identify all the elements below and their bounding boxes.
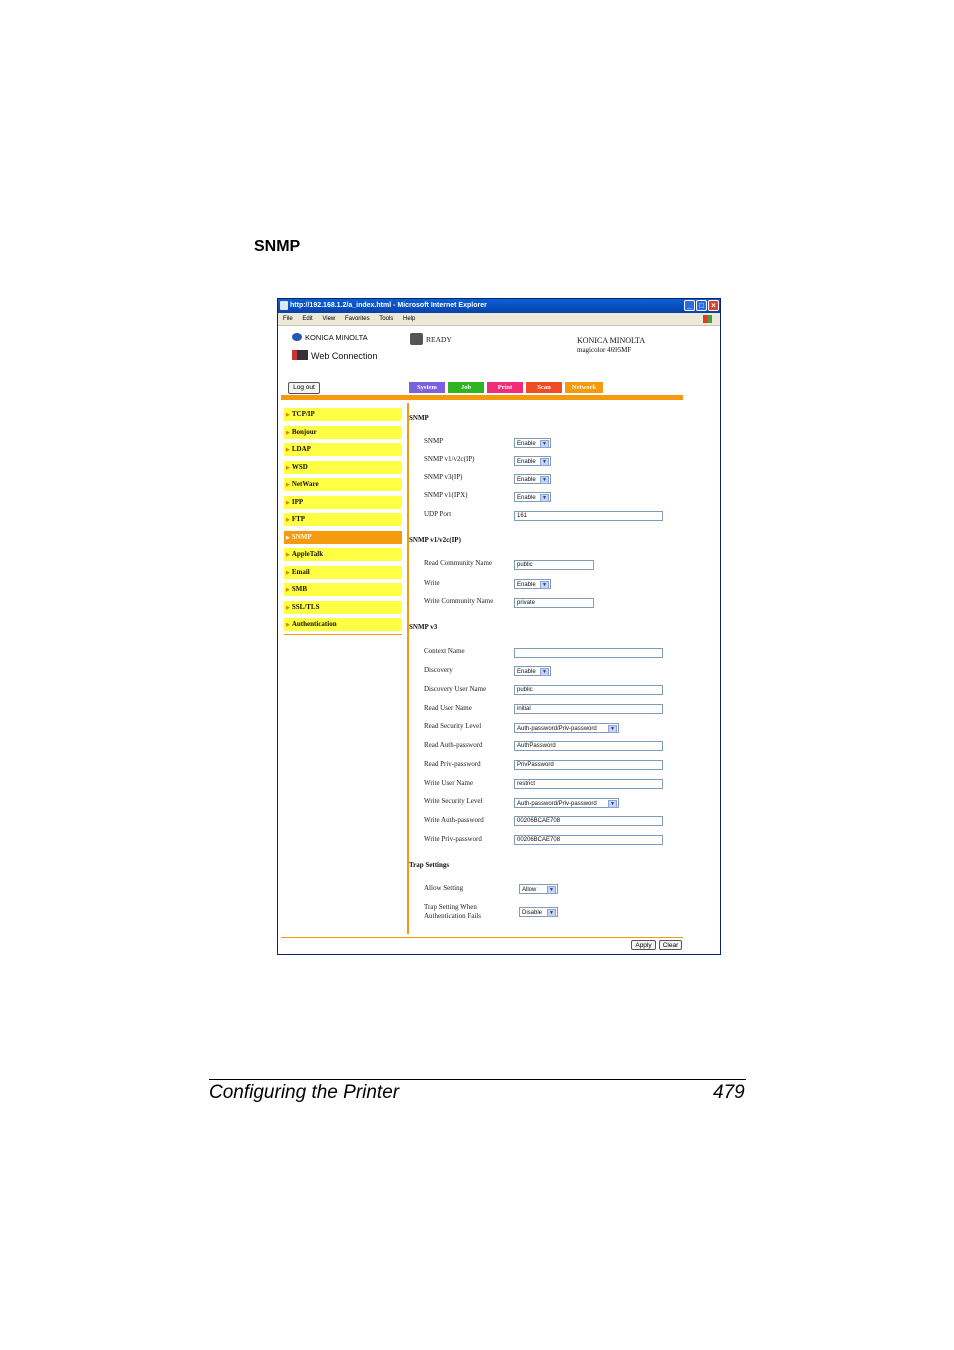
snmp-v1v2c-label: SNMP v1/v2c(IP) xyxy=(424,455,475,463)
write-security-label: Write Security Level xyxy=(424,797,483,805)
sidebar-item-email[interactable]: ▶ Email xyxy=(284,566,402,579)
menu-help[interactable]: Help xyxy=(402,316,416,322)
write-user-label: Write User Name xyxy=(424,779,474,787)
sidebar-item-ssltls[interactable]: ▶ SSL/TLS xyxy=(284,601,402,614)
logout-button[interactable]: Log out xyxy=(288,382,320,394)
close-icon[interactable]: × xyxy=(708,300,719,311)
write-label: Write xyxy=(424,579,440,587)
read-user-label: Read User Name xyxy=(424,704,472,712)
chevron-down-icon: ▼ xyxy=(540,476,549,484)
read-priv-label: Read Priv-password xyxy=(424,760,481,768)
section-snmp-v3: SNMP v3 xyxy=(409,623,438,631)
section-trap-settings: Trap Settings xyxy=(409,861,450,869)
chevron-down-icon: ▼ xyxy=(540,458,549,466)
context-name-label: Context Name xyxy=(424,647,465,655)
read-user-field[interactable]: initial xyxy=(514,704,663,714)
discovery-user-label: Discovery User Name xyxy=(424,685,487,693)
snmp-select[interactable]: Enable ▼ xyxy=(514,438,551,448)
write-user-field[interactable]: restrict xyxy=(514,779,663,789)
section-heading: SNMP xyxy=(254,238,301,255)
discovery-user-field[interactable]: public xyxy=(514,685,663,695)
chevron-down-icon: ▼ xyxy=(608,800,617,808)
minimize-icon[interactable]: _ xyxy=(684,300,695,311)
chevron-down-icon: ▼ xyxy=(547,909,556,917)
menu-bar xyxy=(278,313,720,326)
write-priv-label: Write Priv-password xyxy=(424,835,482,843)
tab-print[interactable]: Print xyxy=(487,382,523,393)
write-community-label: Write Community Name xyxy=(424,597,494,605)
write-auth-label: Write Auth-password xyxy=(424,816,484,824)
context-name-field[interactable] xyxy=(514,648,663,658)
snmp-label: SNMP xyxy=(424,437,444,445)
maker-name: KONICA MINOLTA xyxy=(577,336,646,345)
menu-view[interactable]: View xyxy=(322,316,336,322)
pagescope-icon xyxy=(292,350,308,360)
snmp-v1ipx-label: SNMP v1(IPX) xyxy=(424,491,468,499)
snmp-v1ipx-select[interactable]: Enable ▼ xyxy=(514,492,551,502)
chevron-down-icon: ▼ xyxy=(540,440,549,448)
write-select[interactable]: Enable ▼ xyxy=(514,579,551,589)
snmp-v1v2c-select[interactable]: Enable ▼ xyxy=(514,456,551,466)
title-bar xyxy=(278,299,720,313)
sidebar-item-snmp[interactable]: ▶ SNMP xyxy=(284,531,402,544)
section-snmp-v1v2c: SNMP v1/v2c(IP) xyxy=(409,536,461,544)
read-security-select[interactable]: Auth-password/Priv-password ▼ xyxy=(514,723,619,733)
browser-window xyxy=(277,298,721,955)
allow-setting-label: Allow Setting xyxy=(424,884,464,892)
allow-setting-select[interactable]: Allow ▼ xyxy=(519,884,558,894)
konica-minolta-logo: KONICA MINOLTA xyxy=(292,333,368,342)
tab-system[interactable]: System xyxy=(409,382,445,393)
sidebar-item-bonjour[interactable]: ▶ Bonjour xyxy=(284,426,402,439)
write-priv-field[interactable]: 00206BCAE708 xyxy=(514,835,663,845)
maximize-icon[interactable]: □ xyxy=(696,300,707,311)
status-text: READY xyxy=(426,335,452,344)
menu-tools[interactable]: Tools xyxy=(379,316,394,322)
tab-network[interactable]: Network xyxy=(565,382,603,393)
udp-port-field[interactable]: 161 xyxy=(514,511,663,521)
footer-chapter-title: Configuring the Printer xyxy=(209,1082,400,1103)
sidebar-item-wsd[interactable]: ▶ WSD xyxy=(284,461,402,474)
read-auth-label: Read Auth-password xyxy=(424,741,483,749)
read-community-label: Read Community Name xyxy=(424,559,493,567)
page-content xyxy=(278,326,720,954)
snmp-v3-select[interactable]: Enable ▼ xyxy=(514,474,551,484)
sidebar-item-appletalk[interactable]: ▶ AppleTalk xyxy=(284,548,402,561)
sidebar-divider xyxy=(284,634,402,635)
menu-edit[interactable]: Edit xyxy=(302,316,313,322)
sidebar-item-ftp[interactable]: ▶ FTP xyxy=(284,513,402,526)
read-auth-field[interactable]: AuthPassword xyxy=(514,741,663,751)
section-snmp: SNMP xyxy=(409,414,429,422)
konica-logo-icon xyxy=(292,333,302,341)
ie-icon xyxy=(280,301,288,310)
model-name: magicolor 4695MF xyxy=(577,346,632,354)
trap-auth-fail-label-line1: Trap Setting When xyxy=(424,903,477,911)
sidebar-item-authentication[interactable]: ▶ Authentication xyxy=(284,618,402,631)
printer-icon xyxy=(410,333,423,345)
discovery-label: Discovery xyxy=(424,666,453,674)
udp-port-label: UDP Port xyxy=(424,510,452,518)
trap-auth-fail-select[interactable]: Disable ▼ xyxy=(519,907,558,917)
chevron-down-icon: ▼ xyxy=(540,581,549,589)
content-divider xyxy=(407,403,409,934)
read-security-label: Read Security Level xyxy=(424,722,482,730)
trap-auth-fail-label-line2: Authentication Fails xyxy=(424,912,481,920)
chevron-down-icon: ▼ xyxy=(608,725,617,733)
footer-rule xyxy=(209,1079,746,1080)
menu-file[interactable]: File xyxy=(283,316,293,322)
write-community-field[interactable]: private xyxy=(514,598,594,608)
sidebar-item-tcpip[interactable]: ▶ TCP/IP xyxy=(284,408,402,421)
read-community-field[interactable]: public xyxy=(514,560,594,570)
read-priv-field[interactable]: PrivPassword xyxy=(514,760,663,770)
clear-button[interactable]: Clear xyxy=(659,940,682,950)
sidebar-item-smb[interactable]: ▶ SMB xyxy=(284,583,402,596)
apply-button[interactable]: Apply xyxy=(631,940,656,950)
menu-favorites[interactable]: Favorites xyxy=(344,316,370,322)
window-title: http://192.168.1.2/a_index.html - Microsoft Internet Explorer xyxy=(290,302,487,309)
tab-scan[interactable]: Scan xyxy=(526,382,562,393)
write-auth-field[interactable]: 00206BCAE708 xyxy=(514,816,663,826)
snmp-v3-label: SNMP v3(IP) xyxy=(424,473,463,481)
web-connection-logo: Web Connection xyxy=(292,350,377,361)
tab-job[interactable]: Job xyxy=(448,382,484,393)
page-number: 479 xyxy=(713,1082,745,1103)
header-divider xyxy=(281,395,683,400)
discovery-select[interactable]: Enable ▼ xyxy=(514,666,551,676)
write-security-select[interactable]: Auth-password/Priv-password ▼ xyxy=(514,798,619,808)
footer-divider xyxy=(281,937,683,938)
sidebar-item-ldap[interactable]: ▶ LDAP xyxy=(284,443,402,456)
chevron-down-icon: ▼ xyxy=(540,494,549,502)
windows-logo-icon xyxy=(703,315,712,323)
chevron-down-icon: ▼ xyxy=(547,886,556,894)
sidebar-item-ipp[interactable]: ▶ IPP xyxy=(284,496,402,509)
chevron-down-icon: ▼ xyxy=(540,668,549,676)
sidebar-item-netware[interactable]: ▶ NetWare xyxy=(284,478,402,491)
